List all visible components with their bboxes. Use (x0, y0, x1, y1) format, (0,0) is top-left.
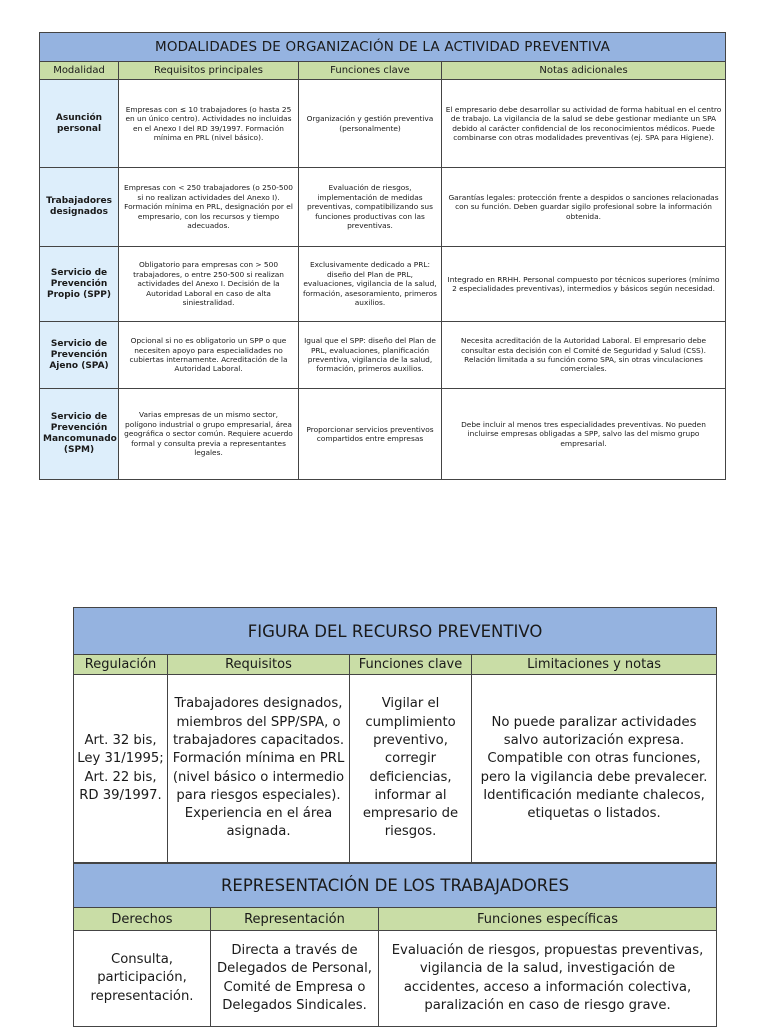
recurso-preventivo-title: FIGURA DEL RECURSO PREVENTIVO (74, 608, 717, 655)
funciones-cell: Organización y gestión preventiva (personalmente) (299, 80, 442, 168)
header-representacion: Representación (211, 908, 379, 931)
header-funciones-especificas: Funciones específicas (379, 908, 717, 931)
header-limitaciones: Limitaciones y notas (472, 655, 717, 675)
regulacion-cell: Art. 32 bis, Ley 31/1995; Art. 22 bis, RD 39/1997. (74, 675, 168, 863)
funciones-cell: Vigilar el cumplimiento preventivo, corregir deficiencias, informar al empresario de riesgos. (350, 675, 472, 863)
table-row (74, 931, 717, 1027)
requisitos-cell: Empresas con < 250 trabajadores (o 250-500 si no realizan actividades del Anexo I). Formación mínima en PRL, designación por el empresario, con los recursos y tiempo adecuados. (119, 168, 299, 247)
header-requisitos: Requisitos (168, 655, 350, 675)
notas-cell: El empresario debe desarrollar su actividad de forma habitual en el centro de trabajo. La vigilancia de la salud se debe gestionar mediante un SPA debido al carácter confidencial de los reconocimientos médicos. Puede combinarse con otras modalidades preventivas (ej. SPA para Higiene). (442, 80, 726, 168)
table-row (40, 247, 726, 322)
modalidades-title: MODALIDADES DE ORGANIZACIÓN DE LA ACTIVIDAD PREVENTIVA (40, 33, 726, 62)
header-derechos: Derechos (74, 908, 211, 931)
modalidad-cell: Trabajadores designados (40, 168, 119, 247)
modalidad-cell: Servicio de Prevención Mancomunado (SPM) (40, 389, 119, 480)
requisitos-cell: Trabajadores designados, miembros del SPP/SPA, o trabajadores capacitados. Formación mínima en PRL (nivel básico o intermedio para riesgos especiales). Experiencia en el área asignada. (168, 675, 350, 863)
notas-cell: Integrado en RRHH. Personal compuesto por técnicos superiores (mínimo 2 especialidades preventivas), intermedios y básicos según necesidad. (442, 247, 726, 322)
modalidades-table (39, 32, 726, 480)
funciones-cell: Igual que el SPP: diseño del Plan de PRL, evaluaciones, planificación preventiva, vigilancia de la salud, formación, primeros auxilios. (299, 322, 442, 389)
table-row (40, 322, 726, 389)
limitaciones-cell: No puede paralizar actividades salvo autorización expresa. Compatible con otras funciones, pero la vigilancia debe prevalecer. Identificación mediante chalecos, etiquetas o listados. (472, 675, 717, 863)
table-row (40, 168, 726, 247)
modalidad-cell: Servicio de Prevención Ajeno (SPA) (40, 322, 119, 389)
derechos-cell: Consulta, participación, representación. (74, 931, 211, 1027)
requisitos-cell: Obligatorio para empresas con > 500 trabajadores, o entre 250-500 si realizan actividades del Anexo I. Decisión de la Autoridad Laboral en caso de alta siniestralidad. (119, 247, 299, 322)
requisitos-cell: Varias empresas de un mismo sector, polígono industrial o grupo empresarial, área geográfica o sector común. Requiere acuerdo formal y consulta previa a representantes legales. (119, 389, 299, 480)
representacion-table (73, 863, 717, 1027)
representacion-title: REPRESENTACIÓN DE LOS TRABAJADORES (74, 864, 717, 908)
header-modalidad: Modalidad (40, 62, 119, 80)
funciones-cell: Proporcionar servicios preventivos compartidos entre empresas (299, 389, 442, 480)
recurso-preventivo-table (73, 607, 717, 863)
header-regulacion: Regulación (74, 655, 168, 675)
table-row (40, 80, 726, 168)
modalidad-cell: Servicio de Prevención Propio (SPP) (40, 247, 119, 322)
table-row (74, 675, 717, 863)
funciones-especificas-cell: Evaluación de riesgos, propuestas preventivas, vigilancia de la salud, investigación de accidentes, acceso a información colectiva, paralización en caso de riesgo grave. (379, 931, 717, 1027)
header-requisitos: Requisitos principales (119, 62, 299, 80)
header-notas: Notas adicionales (442, 62, 726, 80)
header-funciones: Funciones clave (299, 62, 442, 80)
notas-cell: Necesita acreditación de la Autoridad Laboral. El empresario debe consultar esta decisión con el Comité de Seguridad y Salud (CSS). Relación limitada a su función como SPA, sin otras vinculaciones comerciales. (442, 322, 726, 389)
funciones-cell: Evaluación de riesgos, implementación de medidas preventivas, compatibilizando sus funciones productivas con las preventivas. (299, 168, 442, 247)
header-funciones: Funciones clave (350, 655, 472, 675)
representacion-cell: Directa a través de Delegados de Personal, Comité de Empresa o Delegados Sindicales. (211, 931, 379, 1027)
funciones-cell: Exclusivamente dedicado a PRL: diseño del Plan de PRL, evaluaciones, vigilancia de la salud, formación, asesoramiento, primeros auxilios. (299, 247, 442, 322)
notas-cell: Debe incluir al menos tres especialidades preventivas. No pueden incluirse empresas obligadas a SPP, salvo las del mismo grupo empresarial. (442, 389, 726, 480)
table-row (40, 389, 726, 480)
modalidad-cell: Asunción personal (40, 80, 119, 168)
requisitos-cell: Opcional si no es obligatorio un SPP o que necesiten apoyo para especialidades no cubiertas internamente. Acreditación de la Autoridad Laboral. (119, 322, 299, 389)
notas-cell: Garantías legales: protección frente a despidos o sanciones relacionadas con su función. Deben guardar sigilo profesional sobre la información obtenida. (442, 168, 726, 247)
requisitos-cell: Empresas con ≤ 10 trabajadores (o hasta 25 en un único centro). Actividades no incluidas en el Anexo I del RD 39/1997. Formación mínima en PRL (nivel básico). (119, 80, 299, 168)
